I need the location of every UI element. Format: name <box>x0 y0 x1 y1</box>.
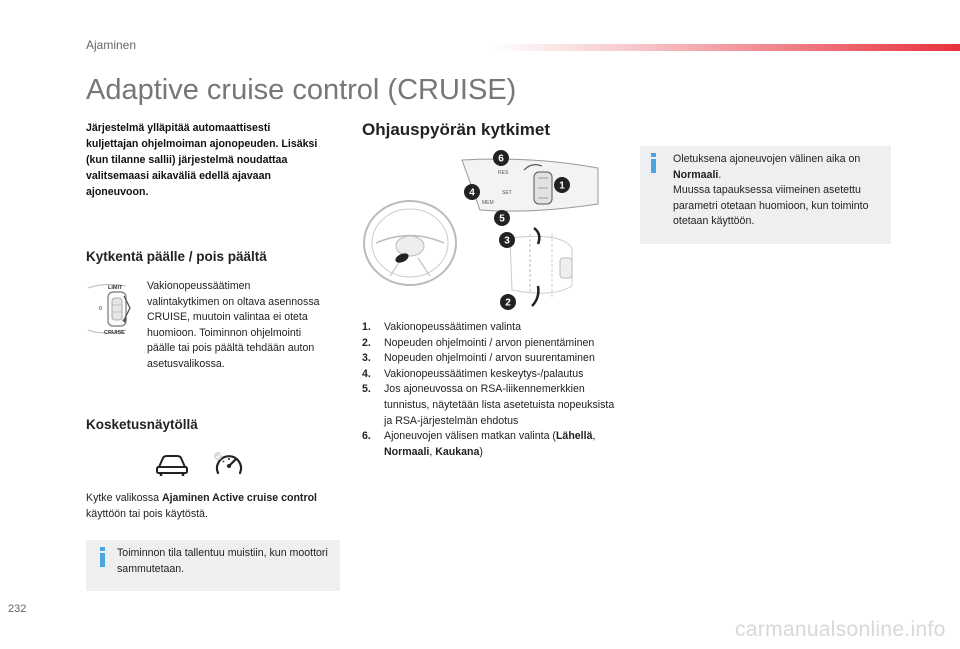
cruise-selector-illustration <box>86 278 146 338</box>
svg-text:RES: RES <box>498 170 509 176</box>
switch-label-zero: 0 <box>99 306 103 312</box>
note-default-line1: Oletuksena ajoneuvojen välinen aika on <box>673 153 861 165</box>
callout-3: 3 <box>504 235 510 247</box>
step-number: 1. <box>362 321 371 333</box>
touchscreen-text-pre: Kytke valikossa <box>86 492 162 504</box>
callout-4: 4 <box>469 187 475 199</box>
step-number: 5. <box>362 383 371 396</box>
page-number: 232 <box>8 603 27 615</box>
steering-heading: Ohjauspyörän kytkimet <box>362 120 551 139</box>
step-text: Nopeuden ohjelmointi / arvon pienentäminen <box>384 336 595 349</box>
step-number: 3. <box>362 352 371 365</box>
speedometer-icon <box>213 450 245 478</box>
onoff-heading: Kytkentä päälle / pois päältä <box>86 249 267 264</box>
step-text: Nopeuden ohjelmointi / arvon suurentaminen <box>384 352 595 365</box>
note-default-line2: Muussa tapauksessa viimeinen asetettu parametri otetaan huomioon, kun toiminto otetaan käyttöön. <box>673 184 869 228</box>
step-text: Jos ajoneuvossa on RSA-liikennemerkkien tunnistus, näytetään lista asetetuista nopeuksista ja RSA-järjestelmän ehdotus <box>384 383 615 427</box>
touchscreen-heading: Kosketusnäytöllä <box>86 417 198 432</box>
watermark: carmanualsonline.info <box>735 618 946 641</box>
info-icon <box>100 547 105 567</box>
info-icon <box>651 153 656 173</box>
step-text-end: ) <box>479 445 483 458</box>
step-text: Vakionopeussäätimen valinta <box>384 321 522 333</box>
list-item <box>362 429 618 460</box>
svg-text:MEM: MEM <box>482 200 494 206</box>
switch-label-cruise: CRUISE <box>104 330 125 336</box>
steering-steps-list <box>362 320 618 460</box>
touchscreen-text-menu-path: Ajaminen Active cruise control <box>161 492 317 504</box>
note-default-value: Normaali <box>673 168 719 181</box>
svg-text:SET: SET <box>502 190 512 196</box>
page-title: Adaptive cruise control (CRUISE) <box>86 74 517 106</box>
section-label: Ajaminen <box>86 38 137 52</box>
intro-paragraph: Järjestelmä ylläpitää automaattisesti kuljettajan ohjelmoiman ajonopeuden. Lisäksi (kun tilanne sallii) järjestelmä noudattaa valitsemaasi aikaväliä edellä ajavaan ajoneuvoon. <box>86 122 318 198</box>
note-default-text <box>673 152 887 230</box>
separator: , <box>592 430 596 443</box>
step-number: 2. <box>362 336 371 349</box>
separator: , <box>429 445 436 458</box>
note-box-memory <box>86 540 340 591</box>
callout-6: 6 <box>498 153 504 165</box>
callout-5: 5 <box>499 213 505 225</box>
note-memory-text: Toiminnon tila tallentuu muistiin, kun moottori sammutetaan. <box>117 547 328 575</box>
onoff-text: Vakionopeussäätimen valintakytkimen on oltava asennossa CRUISE, muutoin valintaa ei oteta huomioon. Toiminnon ohjelmointi päälle tai pois päältä tehdään auton asetusvalikossa. <box>147 280 320 370</box>
step-text: Vakionopeussäätimen keskeytys-/palautus <box>384 367 584 380</box>
switch-label-limit: LIMIT <box>108 285 123 291</box>
touchscreen-text <box>86 491 326 522</box>
note-default-line1-end: . <box>718 168 722 181</box>
list-item <box>362 367 618 383</box>
note-box-default-distance <box>640 146 891 244</box>
header-accent-bar <box>490 44 960 51</box>
distance-near: Lähellä <box>555 430 593 443</box>
touchscreen-text-post: käyttöön tai pois käytöstä. <box>86 507 208 520</box>
distance-normal: Normaali <box>384 445 430 458</box>
list-item <box>362 320 618 336</box>
callout-2: 2 <box>505 297 511 309</box>
list-item <box>362 382 618 429</box>
callout-1: 1 <box>559 180 565 192</box>
list-item <box>362 336 618 352</box>
distance-far: Kaukana <box>435 445 480 458</box>
car-icon <box>154 452 190 478</box>
steering-wheel-switches-illustration <box>362 148 620 320</box>
step-number: 6. <box>362 430 371 443</box>
list-item <box>362 351 618 367</box>
step-text: Ajoneuvojen välisen matkan valinta ( <box>384 430 556 443</box>
step-number: 4. <box>362 367 371 380</box>
